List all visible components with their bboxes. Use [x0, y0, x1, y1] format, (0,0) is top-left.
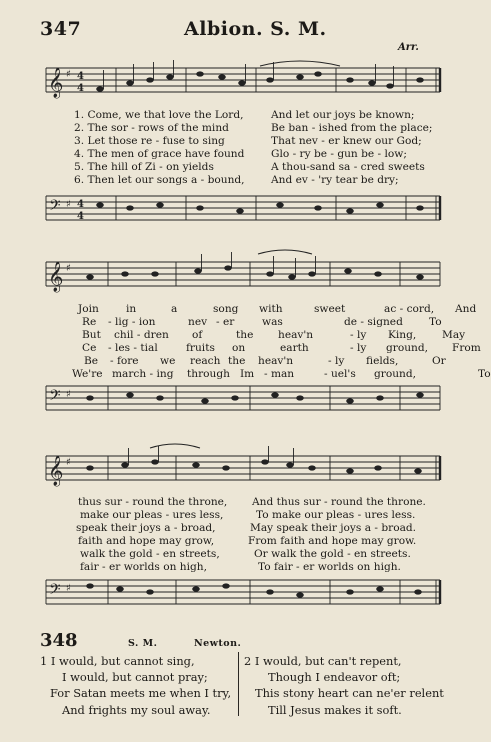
stanza-divider: [238, 652, 239, 716]
svg-text:4: 4: [77, 71, 84, 82]
svg-text:♯: ♯: [66, 389, 71, 400]
stanza-line: I would, but cannot pray;: [62, 670, 208, 685]
hymn-title: Albion. S. M.: [184, 18, 327, 40]
stanza-line: 1 I would, but cannot sing,: [40, 654, 195, 668]
tune-author: Arr.: [398, 42, 419, 53]
stanza-line: Though I endeavor oft;: [268, 670, 401, 685]
verse-2-line: 2. The sor - rows of the mind Be ban - ished from the place;: [74, 122, 433, 134]
verse-5-line: 5. The hill of Zi - on yields A thou-sand sa - cred sweets: [74, 161, 425, 173]
svg-text:𝄢: 𝄢: [49, 197, 61, 218]
verse-1-line: Join in a song with sweet ac - cord, And: [78, 303, 477, 315]
svg-text:𝄞: 𝄞: [48, 262, 64, 292]
svg-text:𝄢: 𝄢: [49, 581, 61, 602]
verse-4-line: Ce - les - tial fruits on earth - ly ground, From: [82, 342, 481, 354]
stanza-line: Till Jesus makes it soft.: [268, 702, 402, 717]
hymn-348-meter: S. M.: [128, 638, 158, 649]
svg-text:𝄞: 𝄞: [48, 68, 64, 98]
system-3-bass-staff: [0, 572, 480, 612]
svg-text:𝄢: 𝄢: [49, 387, 61, 408]
verse-1-line: 1. Come, we that love the Lord, And let our joys be known;: [74, 109, 415, 121]
verse-1-line: thus sur - round the throne, And thus sur - round the throne.: [78, 496, 426, 508]
hymn-348-tune: Newton.: [194, 638, 242, 649]
stanza-line: For Satan meets me when I try,: [50, 686, 232, 701]
verse-2-line: Re - lig - ion nev - er was de - signed To: [82, 316, 442, 328]
verse-2-line: make our pleas - ures less, To make our pleas - ures less.: [80, 509, 416, 521]
svg-text:♯: ♯: [66, 69, 71, 80]
svg-text:4: 4: [77, 199, 84, 210]
svg-text:♯: ♯: [66, 583, 71, 594]
system-2-treble-staff: [0, 248, 480, 302]
svg-text:4: 4: [77, 211, 84, 222]
svg-text:♯: ♯: [66, 199, 71, 210]
verse-6-line: 6. Then let our songs a - bound, And ev - 'ry tear be dry;: [74, 174, 399, 186]
verse-3-line: speak their joys a - broad, May speak their joys a - broad.: [76, 522, 417, 534]
hymn-number: 347: [40, 18, 82, 40]
system-2-bass-staff: [0, 380, 480, 416]
system-3-treble-staff: [0, 442, 480, 496]
hymn-348-number: 348: [40, 630, 78, 651]
verse-5-line: Be - fore we reach the heav'n - ly fields, Or: [84, 355, 446, 367]
stanza-2: [244, 653, 444, 718]
stanza-line: This stony heart can ne'er relent: [255, 686, 444, 701]
stanza-line: And frights my soul away.: [62, 702, 211, 717]
verse-6-line: fair - er worlds on high, To fair - er worlds on high.: [80, 561, 401, 573]
svg-text:4: 4: [77, 83, 84, 94]
stanza-1: [40, 653, 231, 718]
verse-5-line: walk the gold - en streets, Or walk the gold - en streets.: [80, 548, 411, 560]
svg-text:♯: ♯: [66, 457, 71, 468]
verse-4-line: faith and hope may grow, From faith and hope may grow.: [78, 535, 417, 547]
verse-3-line: But chil - dren of the heav'n - ly King, May: [82, 329, 466, 341]
svg-text:♯: ♯: [66, 263, 71, 274]
verse-3-line: 3. Let those re - fuse to sing That nev - er knew our God;: [74, 135, 422, 147]
verse-6-line: We're march - ing through Im - man - uel's ground, To: [72, 368, 491, 380]
svg-text:𝄞: 𝄞: [48, 456, 64, 486]
system-1-bass-staff: [0, 188, 480, 228]
stanza-line: 2 I would, but can't repent,: [244, 654, 402, 668]
verse-4-line: 4. The men of grace have found Glo - ry be - gun be - low;: [74, 148, 407, 160]
